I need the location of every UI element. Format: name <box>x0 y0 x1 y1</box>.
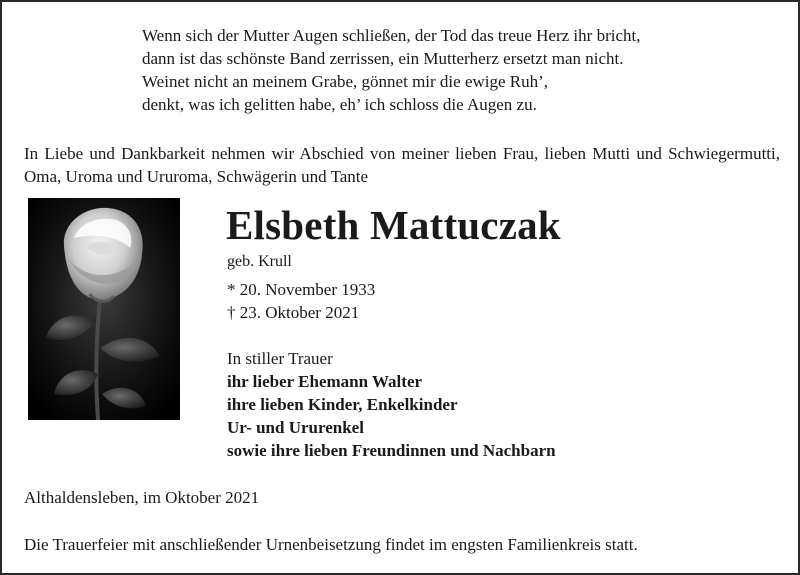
mourner-line: ihre lieben Kinder, Enkelkinder <box>227 395 458 414</box>
maiden-name: geb. Krull <box>227 253 292 270</box>
place-and-date: Althaldensleben, im Oktober 2021 <box>24 488 260 507</box>
rose-icon <box>28 198 180 420</box>
farewell-intro: In Liebe und Dankbarkeit nehmen wir Abschied von meiner lieben Frau, lieben Mutti und Schwiegermutti, Oma, Uroma und Ururoma, Schwägerin und Tante <box>24 144 780 186</box>
mourner-line: ihr lieber Ehemann Walter <box>227 372 423 391</box>
funeral-notice: Die Trauerfeier mit anschließender Urnenbeisetzung findet im engsten Familienkreis statt. <box>24 535 638 554</box>
rose-photo <box>28 198 180 420</box>
poem-line: dann ist das schönste Band zerrissen, ein Mutterherz ersetzt man nicht. <box>142 49 624 68</box>
poem-line: Wenn sich der Mutter Augen schließen, der Tod das treue Herz ihr bricht, <box>142 26 641 45</box>
life-dates <box>227 278 375 324</box>
mourners-heading: In stiller Trauer <box>227 349 333 368</box>
death-date: † 23. Oktober 2021 <box>227 303 360 322</box>
poem-line: denkt, was ich gelitten habe, eh’ ich schloss die Augen zu. <box>142 95 537 114</box>
mourner-line: sowie ihre lieben Freundinnen und Nachbarn <box>227 441 556 460</box>
mourner-line: Ur- und Ururenkel <box>227 418 364 437</box>
birth-date: * 20. November 1933 <box>227 280 376 299</box>
deceased-name: Elsbeth Mattuczak <box>226 202 561 248</box>
mourners-list <box>227 347 556 462</box>
poem-line: Weinet nicht an meinem Grabe, gönnet mir die ewige Ruh’, <box>142 72 549 91</box>
memorial-poem <box>142 24 762 116</box>
